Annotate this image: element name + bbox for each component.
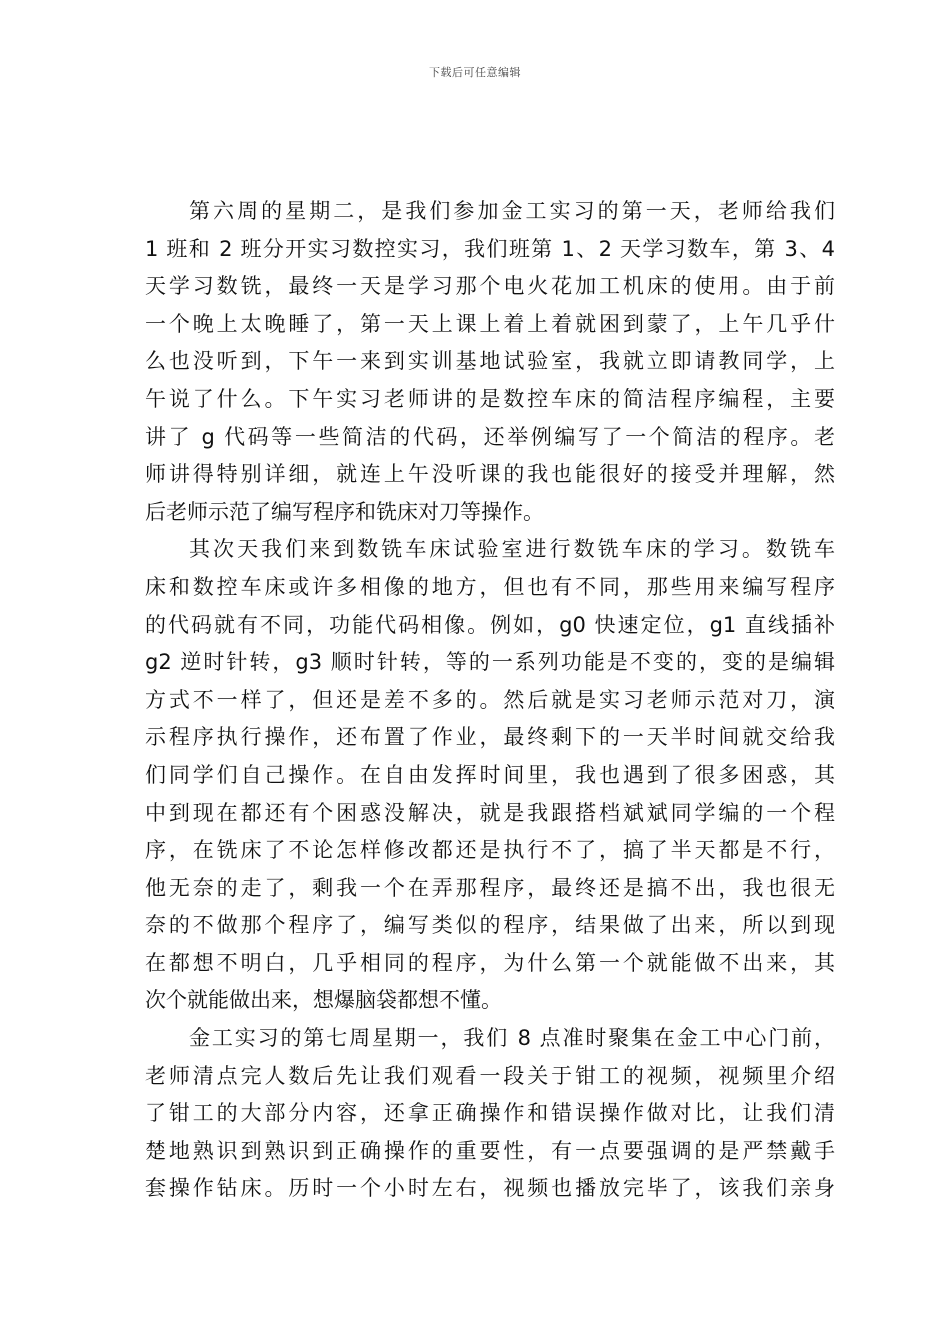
text-line: 套操作钻床。历时一个小时左右，视频也播放完毕了，该我们亲身: [145, 1176, 835, 1201]
text-line: 老师清点完人数后先让我们观看一段关于钳工的视频，视频里介绍: [145, 1063, 835, 1088]
header-note: 下载后可任意编辑: [429, 66, 521, 79]
text-line: 午说了什么。下午实习老师讲的是数控车床的简洁程序编程，主要: [145, 386, 835, 411]
text-line: 其次天我们来到数铣车床试验室进行数铣车床的学习。数铣车: [189, 537, 835, 562]
text-line: 中到现在都还有个困惑没解决，就是我跟搭档斌斌同学编的一个程: [145, 800, 835, 825]
paragraph-3: [145, 1020, 835, 1208]
text-line: 在都想不明白，几乎相同的程序，为什么第一个就能做不出来，其: [145, 950, 835, 975]
text-line: 他无奈的走了，剩我一个在弄那程序，最终还是搞不出，我也很无: [145, 875, 835, 900]
text-line: 么也没听到，下午一来到实训基地试验室，我就立即请教同学，上: [145, 349, 835, 374]
text-line: g2 逆时针转，g3 顺时针转，等的一系列功能是不变的，变的是编辑: [145, 650, 835, 675]
text-line: 1 班和 2 班分开实习数控实习，我们班第 1、2 天学习数车，第 3、4: [145, 236, 835, 261]
text-line: 床和数控车床或许多相像的地方，但也有不同，那些用来编写程序: [145, 574, 835, 599]
text-line: 天学习数铣，最终一天是学习那个电火花加工机床的使用。由于前: [145, 274, 835, 299]
text-line: 序，在铣床了不论怎样修改都还是执行不了，搞了半天都是不行，: [145, 838, 835, 863]
text-line: 师讲得特别详细，就连上午没听课的我也能很好的接受并理解，然: [145, 462, 835, 487]
paragraph-2: [145, 531, 835, 1020]
text-line: 次个就能做出来，想爆脑袋都想不懂。: [145, 988, 502, 1013]
text-line: 后老师示范了编写程序和铣床对刀等操作。: [145, 499, 544, 524]
text-line: 讲了 g 代码等一些简洁的代码，还举例编写了一个简洁的程序。老: [145, 424, 835, 449]
body-text: [145, 193, 835, 1208]
text-line: 示程序执行操作，还布置了作业，最终剩下的一天半时间就交给我: [145, 725, 835, 750]
text-line: 一个晚上太晚睡了，第一天上课上着上着就困到蒙了，上午几乎什: [145, 311, 835, 336]
text-line: 奈的不做那个程序了，编写类似的程序，结果做了出来，所以到现: [145, 913, 835, 938]
text-line: 的代码就有不同，功能代码相像。例如，g0 快速定位，g1 直线插补: [145, 612, 835, 637]
text-line: 们同学们自己操作。在自由发挥时间里，我也遇到了很多困惑，其: [145, 762, 835, 787]
text-line: 金工实习的第七周星期一，我们 8 点准时聚集在金工中心门前，: [189, 1026, 835, 1051]
text-line: 方式不一样了，但还是差不多的。然后就是实习老师示范对刀，演: [145, 687, 835, 712]
text-line: 第六周的星期二，是我们参加金工实习的第一天，老师给我们: [189, 199, 835, 223]
paragraph-1: [145, 193, 835, 531]
text-line: 楚地熟识到熟识到正确操作的重要性，有一点要强调的是严禁戴手: [145, 1138, 835, 1163]
text-line: 了钳工的大部分内容，还拿正确操作和错误操作做对比，让我们清: [145, 1101, 835, 1126]
